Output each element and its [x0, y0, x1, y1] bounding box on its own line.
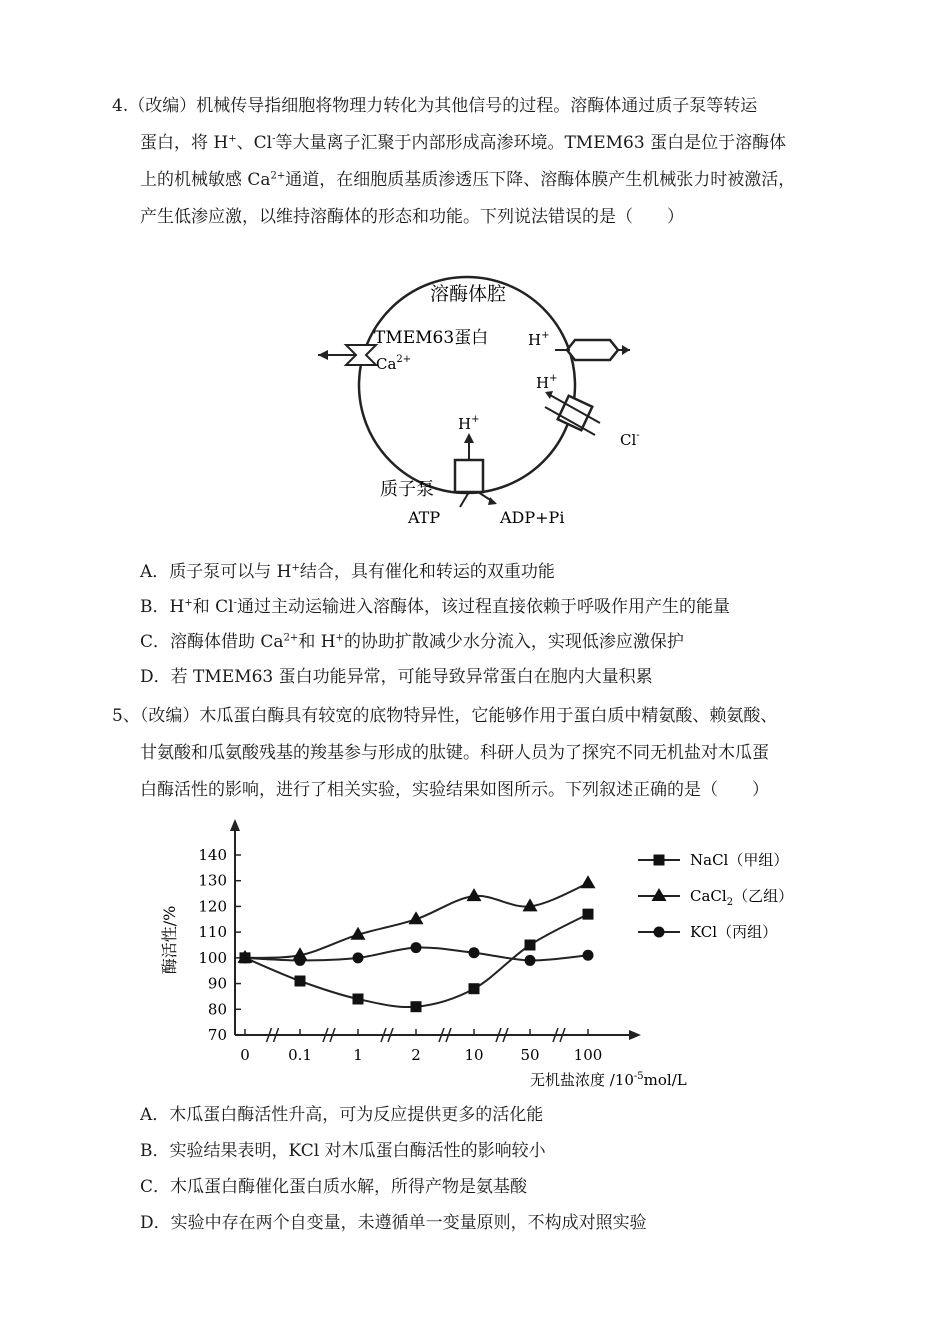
- q4-option-a[interactable]: A．质子泵可以与 H+结合，具有催化和转运的双重功能: [140, 562, 555, 582]
- proton-pump: [455, 433, 497, 507]
- data-point-square: [525, 940, 536, 951]
- q5-option-a[interactable]: A．木瓜蛋白酶活性升高，可为反应提供更多的活化能: [140, 1105, 544, 1125]
- y-tick-label: 130: [198, 871, 227, 890]
- data-point-circle: [353, 952, 364, 963]
- x-tick-label: 2: [411, 1046, 421, 1064]
- h-antiporter-label: H+: [536, 373, 558, 392]
- q5-option-b[interactable]: B．实验结果表明，KCl 对木瓜蛋白酶活性的影响较小: [140, 1141, 546, 1161]
- q5-tag: （改编）: [139, 706, 200, 726]
- x-tick-label: 0: [240, 1046, 250, 1064]
- h-right-label: H+: [528, 330, 550, 349]
- data-point-square: [411, 1001, 422, 1012]
- h-cl-antiporter: [545, 391, 600, 435]
- data-point-triangle: [581, 875, 596, 888]
- pump-label: 质子泵: [380, 479, 434, 500]
- legend-marker-triangle: [652, 888, 667, 901]
- tmem63-channel: [318, 345, 376, 365]
- ca-label: $Ca^{2+}$: [376, 354, 412, 373]
- y-tick-label: 140: [198, 846, 227, 864]
- q4-line-1: 机械传导指细胞将物理力转化为其他信号的过程。溶酶体通过质子泵等转运: [196, 96, 758, 116]
- q5-number: 5、: [112, 706, 140, 726]
- question-5-stem: [112, 698, 852, 809]
- q5-line-1: 木瓜蛋白酶具有较宽的底物特异性，它能够作用于蛋白质中精氨酸、赖氨酸、: [199, 706, 778, 726]
- data-point-circle: [469, 947, 480, 958]
- cl-label: Cl-: [620, 430, 640, 449]
- y-tick-label: 100: [198, 948, 227, 967]
- q5-line-3: 白酶活性的影响，进行了相关实验，实验结果如图所示。下列叙述正确的是（ ）: [140, 780, 769, 800]
- y-tick-label: 80: [207, 1000, 227, 1019]
- y-tick-label: 110: [198, 923, 227, 942]
- legend-label: KCl（丙组）: [690, 923, 778, 941]
- q4-option-b[interactable]: B．H+和 Cl-通过主动运输进入溶酶体，该过程直接依赖于呼吸作用产生的能量: [140, 597, 730, 617]
- atp-label: ATP: [408, 508, 441, 527]
- x-tick-label: 10: [464, 1046, 484, 1064]
- q5-option-c[interactable]: C．木瓜蛋白酶催化蛋白质水解，所得产物是氨基酸: [140, 1177, 528, 1197]
- y-tick-label: 90: [207, 974, 227, 993]
- legend-label: NaCl（甲组）: [690, 851, 789, 869]
- q5-option-d[interactable]: D．实验中存在两个自变量，未遵循单一变量原则，不构成对照实验: [140, 1213, 647, 1233]
- h-pump-label: H+: [458, 414, 480, 433]
- x-tick-label: 0.1: [288, 1046, 312, 1064]
- q4-option-c[interactable]: C．溶酶体借助 $Ca^{2+}$和 H+的协助扩散减少水分流入，实现低渗应激保护: [140, 632, 684, 652]
- enzyme-activity-chart: [150, 815, 794, 1095]
- data-point-triangle: [467, 888, 482, 901]
- data-point-circle: [583, 950, 594, 961]
- y-tick-label: 120: [198, 897, 227, 916]
- x-axis-arrow: [629, 1030, 641, 1040]
- q4-line-2: 蛋白，将 H+、Cl-等大量离子汇聚于内部形成高渗环境。TMEM63 蛋白是位于溶酶体: [140, 133, 787, 153]
- y-axis-arrow: [230, 819, 240, 831]
- data-point-circle: [525, 955, 536, 966]
- data-point-square: [583, 909, 594, 920]
- data-point-square: [469, 983, 480, 994]
- x-axis-label: 无机盐浓度 $/10^{-5}mol/L$: [530, 1071, 687, 1089]
- legend-marker-square: [654, 855, 665, 866]
- q4-line-4: 产生低渗应激，以维持溶酶体的形态和功能。下列说法错误的是（ ）: [140, 207, 684, 227]
- legend-label: CaCl$_2$（乙组）: [690, 887, 794, 908]
- data-point-square: [295, 976, 306, 987]
- q5-line-2: 甘氨酸和瓜氨酸残基的羧基参与形成的肽键。科研人员为了探究不同无机盐对木瓜蛋: [140, 743, 769, 763]
- y-tick-label: 70: [207, 1026, 227, 1044]
- data-point-circle: [411, 942, 422, 953]
- y-axis-label: 酶活性/%: [160, 905, 179, 975]
- data-point-circle: [295, 955, 306, 966]
- q4-tag: （改编）: [128, 96, 197, 116]
- q4-number: 4.: [112, 96, 129, 116]
- tmem63-label: TMEM63蛋白: [374, 328, 489, 348]
- question-4-stem: [112, 88, 852, 236]
- x-tick-label: 50: [520, 1046, 540, 1064]
- data-point-circle: [240, 952, 251, 963]
- q4-line-3: 上的机械敏感 $Ca^{2+}$通道，在细胞质基质渗透压下降、溶酶体膜产生机械张力时被激活，: [140, 170, 796, 190]
- adp-label: ADP+Pi: [500, 508, 565, 527]
- q4-option-d[interactable]: D．若 TMEM63 蛋白功能异常，可能导致异常蛋白在胞内大量积累: [140, 667, 653, 687]
- legend-marker-circle: [654, 927, 665, 938]
- x-tick-label: 1: [353, 1046, 363, 1064]
- lysosome-diagram: [300, 255, 640, 535]
- lumen-label: 溶酶体腔: [430, 283, 507, 305]
- x-tick-label: 100: [573, 1046, 603, 1064]
- data-point-square: [353, 994, 364, 1005]
